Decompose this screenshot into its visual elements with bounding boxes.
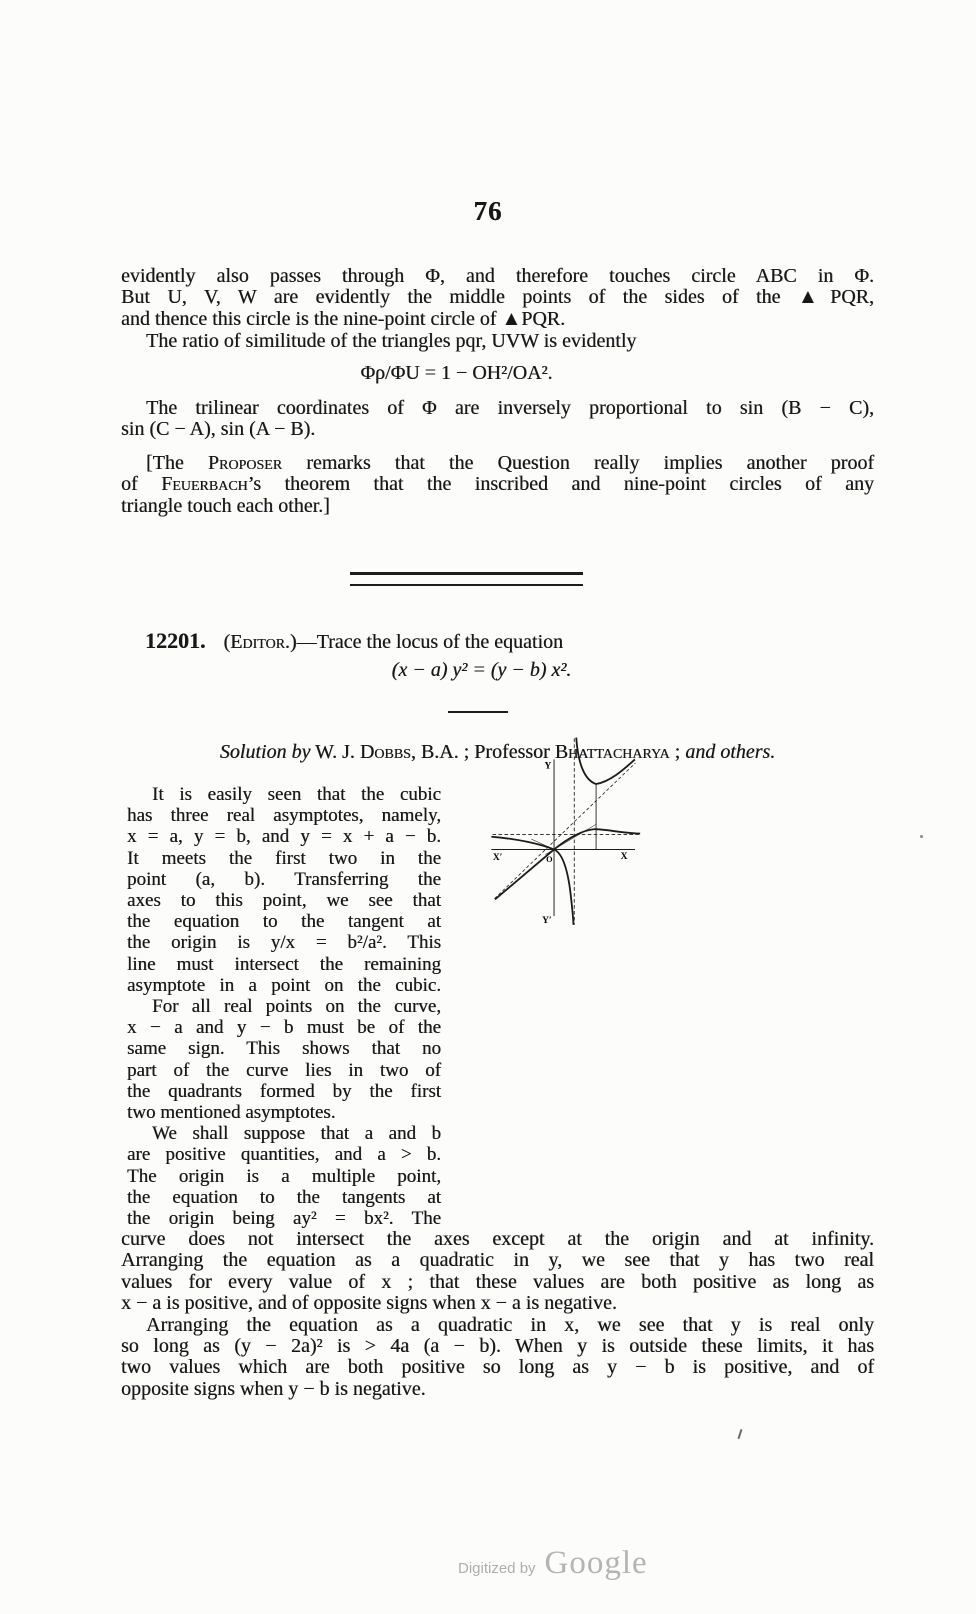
text-line: same sign. This shows that no <box>127 1038 441 1060</box>
google-logo-text: Google <box>544 1545 648 1581</box>
cubic-upper-branch <box>576 738 635 784</box>
page-number: 76 <box>473 196 503 226</box>
text-line: the quadrants formed by the first <box>127 1080 441 1102</box>
solution-text-column <box>127 784 441 1229</box>
problem-statement: )—Trace the locus of the equation <box>289 631 563 653</box>
solution-by-italic: Solution by <box>219 741 311 763</box>
short-rule-divider <box>448 711 508 713</box>
text-line: part of the curve lies in two of <box>127 1059 441 1081</box>
text-segment: W. J. <box>310 741 360 763</box>
text-line: Arranging the equation as a quadratic in y, we see that y has two real <box>121 1249 874 1272</box>
text-line: x − a and y − b must be of the <box>127 1017 441 1039</box>
label-x-axis: X <box>620 851 628 862</box>
text-line: two values which are both positive so long as y − b is positive, and of <box>121 1356 874 1379</box>
text-segment: of <box>121 473 162 496</box>
paragraph-proposer-remark <box>121 453 874 517</box>
text-segment: ’s theorem that the inscribed and nine-point circles of any <box>247 473 874 496</box>
watermark <box>458 1545 648 1582</box>
text-line: and thence this circle is the nine-point circle of ▲PQR. <box>121 307 566 330</box>
text-line: The ratio of similitude of the triangles pqr, UVW is evidently <box>146 330 637 352</box>
text-line: For all real points on the curve, <box>152 996 441 1018</box>
scan-speck <box>737 1429 742 1439</box>
label-y-axis: Y <box>544 761 552 772</box>
bhattacharya-smallcaps: Bhattacharya <box>554 741 670 763</box>
scan-speck <box>920 835 923 838</box>
text-line: triangle touch each other.] <box>121 494 330 517</box>
text-line: curve does not intersect the axes except at the origin and at infinity. <box>121 1228 874 1250</box>
digitized-by-text: Digitized by <box>458 1560 536 1577</box>
text-line: It is easily seen that the cubic <box>152 784 441 805</box>
text-line: x = a, y = b, and y = x + a − b. <box>127 826 441 848</box>
text-line: are positive quantities, and a > b. <box>127 1144 441 1166</box>
feuerbach-smallcaps: Feuerbach <box>161 473 248 496</box>
text-segment: ; <box>669 741 686 763</box>
paragraph-trilinear <box>121 398 874 441</box>
text-line: sin (C − A), sin (A − B). <box>121 418 316 441</box>
text-segment: , B.A. ; Professor <box>410 741 555 763</box>
section-divider-double-rule <box>350 572 583 586</box>
text-line: the origin is y/x = b²/a². This <box>127 932 441 954</box>
text-line: so long as (y − 2a)² is > 4a (a − b). When y is outside these limits, it has <box>121 1335 874 1358</box>
text-line: Arranging the equation as a quadratic in x, we see that y is real only <box>146 1313 874 1336</box>
paragraph-feuerbach-proof <box>121 266 874 330</box>
text-line: axes to this point, we see that <box>127 890 441 912</box>
proposer-smallcaps: Proposer <box>207 452 283 474</box>
problem-number: 12201. <box>145 628 206 653</box>
text-line <box>121 453 874 474</box>
text-line: point (a, b). Transferring the <box>127 868 441 890</box>
and-others-italic: and others. <box>685 741 776 763</box>
bottom-paragraphs <box>121 1229 874 1400</box>
text-line: The origin is a multiple point, <box>127 1165 441 1187</box>
problem-equation: (x − a) y² = (y − b) x². <box>391 659 572 681</box>
label-y-prime: Y′ <box>542 916 552 927</box>
label-x-prime: X′ <box>492 852 503 863</box>
text-line: two mentioned asymptotes. <box>127 1102 336 1124</box>
text-line: values for every value of x ; that these values are both positive as long as <box>121 1270 874 1293</box>
text-line <box>121 474 874 495</box>
editor-smallcaps: Editor. <box>230 631 290 653</box>
text-segment: [The <box>146 452 208 474</box>
text-line: x − a is positive, and of opposite signs when x − a is negative. <box>121 1292 617 1315</box>
dobbs-smallcaps: Dobbs <box>359 741 411 763</box>
cubic-descending-branch <box>491 837 573 925</box>
text-line: asymptote in a point on the cubic. <box>127 974 441 996</box>
equation-similitude: Φρ/ΦU = 1 − OH²/OA². <box>360 362 553 384</box>
text-line: The trilinear coordinates of Φ are inversely proportional to sin (B − C), <box>146 397 874 419</box>
text-line: evidently also passes through Φ, and therefore touches circle ABC in Φ. <box>121 265 874 287</box>
text-line: It meets the first two in the <box>127 847 441 869</box>
text-line: the equation to the tangent at <box>127 911 441 933</box>
paragraph-ratio <box>121 331 874 352</box>
text-line: We shall suppose that a and b <box>152 1123 441 1145</box>
text-line: But U, V, W are evidently the middle points of the sides of the ▲PQR, <box>121 286 874 309</box>
text-line: has three real asymptotes, namely, <box>127 805 441 827</box>
text-line: the equation to the tangents at <box>127 1186 441 1208</box>
text-line: opposite signs when y − b is negative. <box>121 1377 426 1400</box>
cubic-locus-figure <box>455 736 855 1220</box>
problem-heading <box>145 628 563 654</box>
text-segment: ( <box>223 631 231 653</box>
text-segment: remarks that the Question really implies another proof <box>282 452 874 474</box>
label-origin: O <box>546 855 553 865</box>
text-line: line must intersect the remaining <box>127 953 441 975</box>
text-line: the origin being ay² = bx². The <box>127 1208 441 1230</box>
